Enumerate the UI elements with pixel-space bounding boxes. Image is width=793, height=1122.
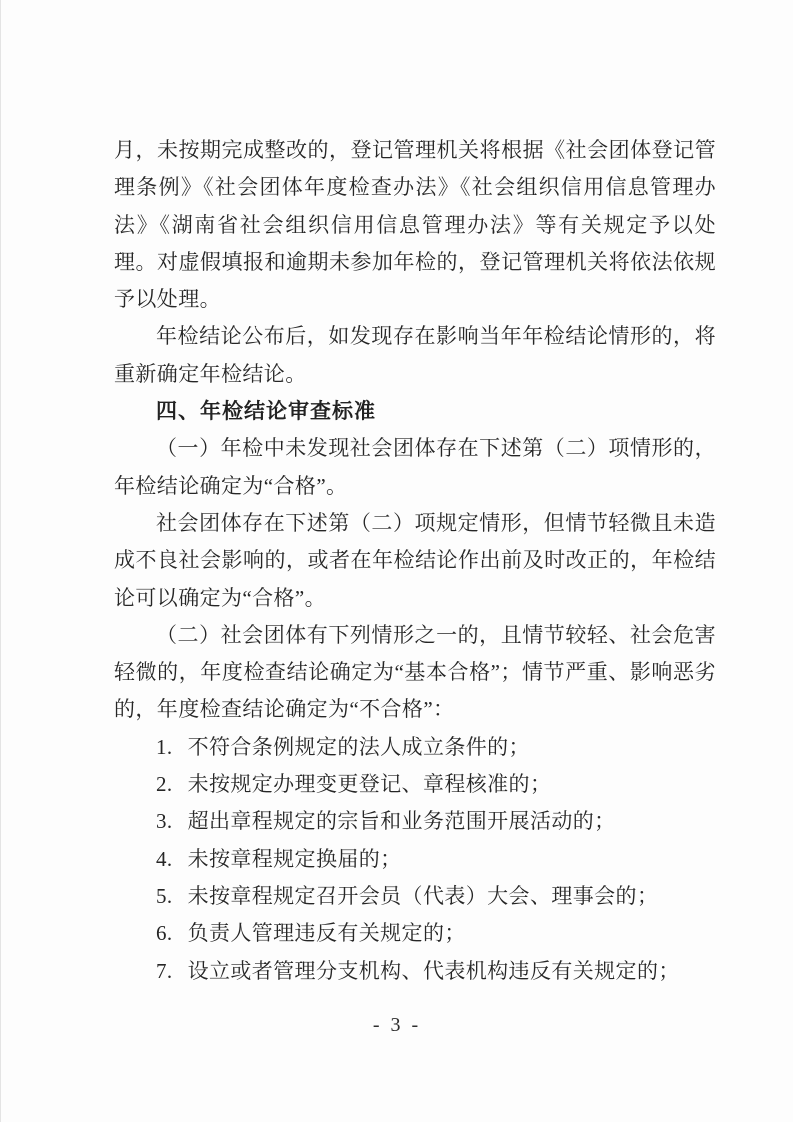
list-item-number: 2.	[156, 772, 173, 797]
section-heading-review-standards: 四、年检结论审查标准	[156, 400, 376, 424]
paragraph-sub-two-conclusions: （二）社会团体有下列情形之一的，且情节较轻、社会危害轻微的，年度检查结论确定为“基本合格”；情节严重、影响恶劣的，年度检查结论确定为“不合格”：	[114, 622, 716, 722]
document-body	[114, 132, 716, 990]
list-item-text: 设立或者管理分支机构、代表机构违反有关规定的；	[187, 958, 680, 983]
list-item-2	[114, 766, 716, 803]
paragraph-minor-correction: 社会团体存在下述第（二）项规定情形，但情节轻微且未造成不良社会影响的，或者在年检结论作出前及时改正的，年检结论可以确定为“合格”。	[114, 510, 716, 610]
list-item-text: 未按章程规定换届的；	[187, 846, 402, 871]
list-item-text: 未按规定办理变更登记、章程核准的；	[187, 772, 552, 797]
list-item-text: 超出章程规定的宗旨和业务范围开展活动的；	[187, 809, 616, 834]
list-item-4	[114, 841, 716, 878]
list-item-text: 负责人管理违反有关规定的；	[187, 921, 466, 946]
list-item-number: 3.	[156, 809, 173, 834]
list-item-text: 未按章程规定召开会员（代表）大会、理事会的；	[187, 883, 659, 908]
list-item-6	[114, 915, 716, 952]
list-item-number: 4.	[156, 846, 173, 871]
list-item-number: 6.	[156, 921, 173, 946]
paragraph-penalty-handling: 月，未按期完成整改的，登记管理机关将根据《社会团体登记管理条例》《社会团体年度检查办法》《社会组织信用信息管理办法》《湖南省社会组织信用信息管理办法》等有关规定予以处理。对虚假填报和逾期未参加年检的，登记管理机关将依法依规予以处理。	[114, 138, 716, 312]
list-item-number: 1.	[156, 734, 173, 759]
violation-list	[114, 729, 716, 990]
page-number: - 3 -	[372, 1014, 422, 1036]
paragraph-reassessment: 年检结论公布后，如发现存在影响当年年检结论情形的，将重新确定年检结论。	[114, 324, 716, 386]
list-item-1	[114, 729, 716, 766]
list-item-5	[114, 878, 716, 915]
list-item-7	[114, 953, 716, 990]
list-item-3	[114, 803, 716, 840]
list-item-text: 不符合条例规定的法人成立条件的；	[187, 734, 530, 759]
paragraph-sub-one-qualified: （一）年检中未发现社会团体存在下述第（二）项情形的，年检结论确定为“合格”。	[114, 436, 716, 498]
list-item-number: 5.	[156, 883, 173, 908]
list-item-number: 7.	[156, 958, 173, 983]
